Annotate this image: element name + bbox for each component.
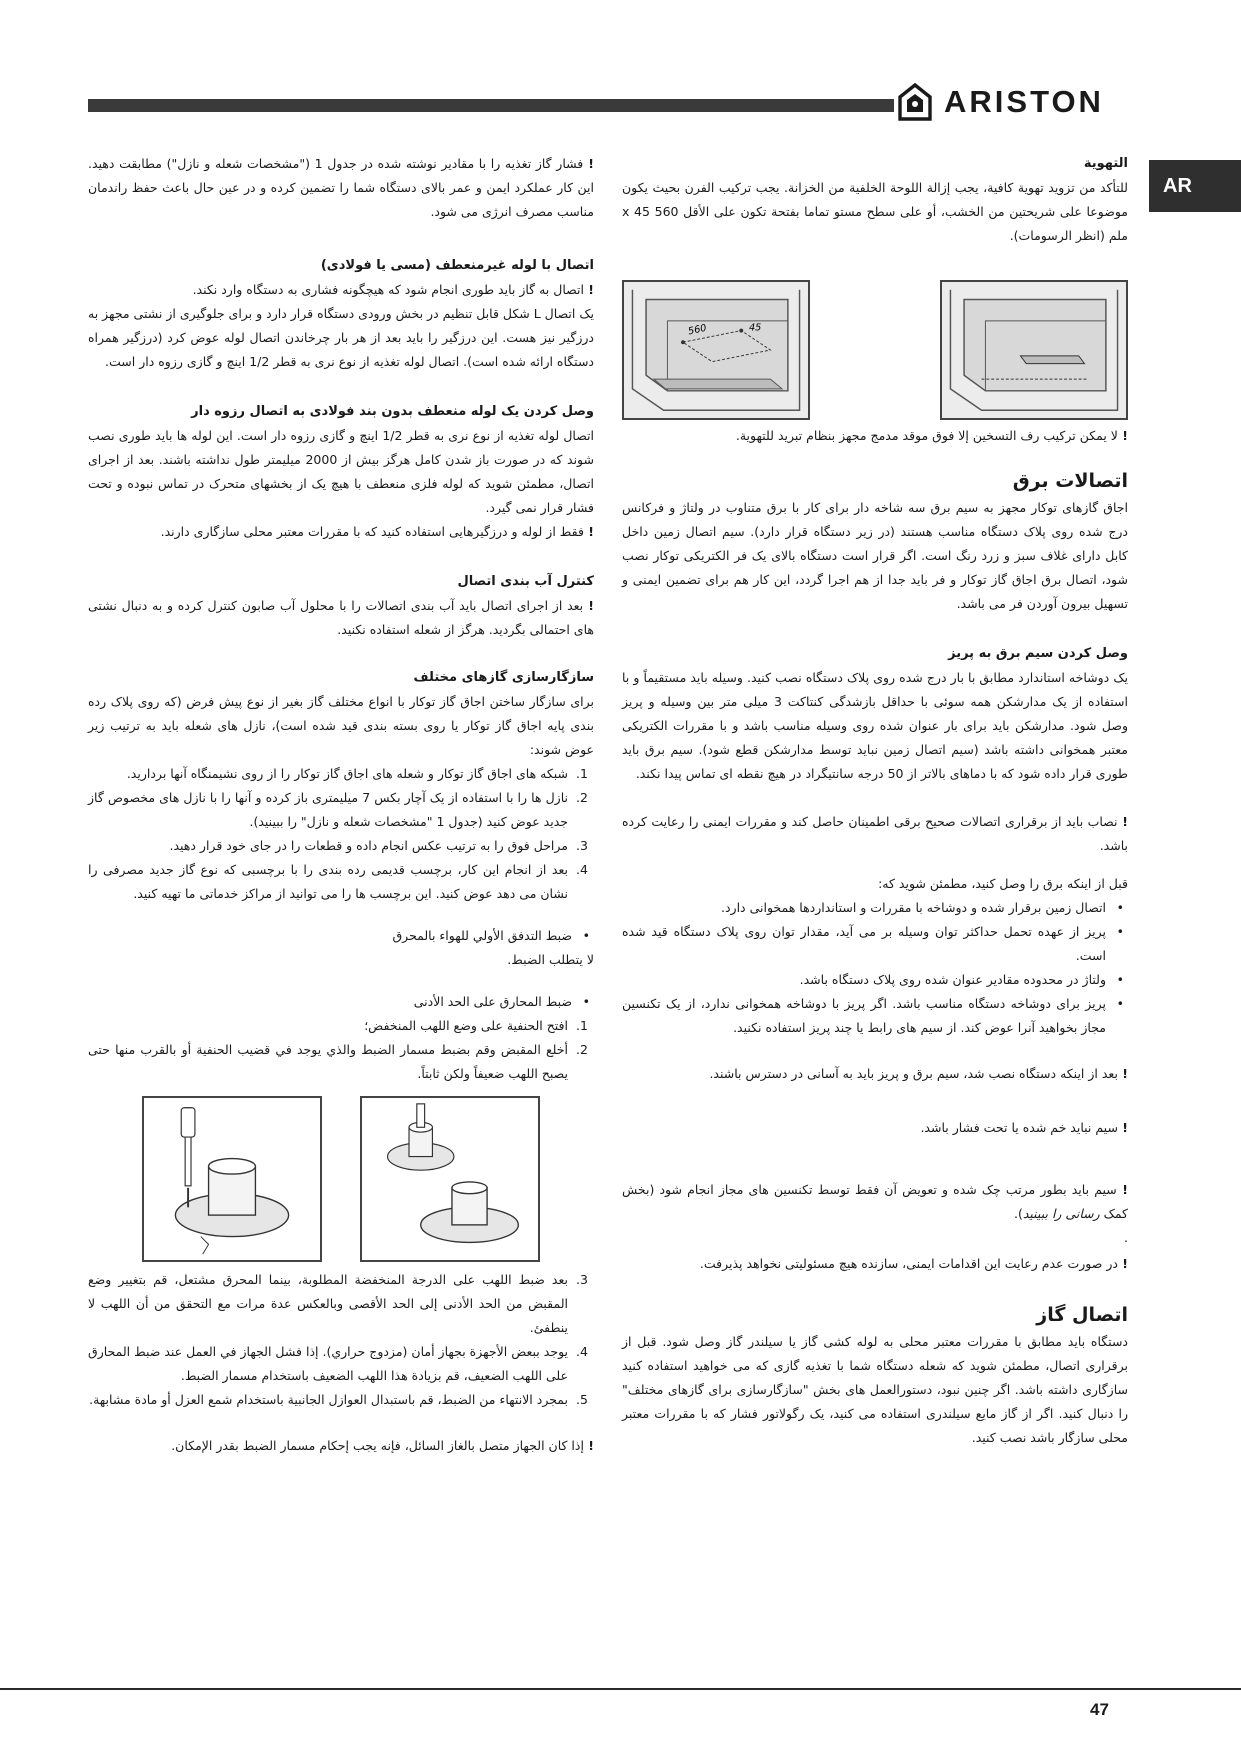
gas-heading: اتصال گاز [1036, 1304, 1128, 1326]
list-item: 4. يوجد ببعض الأجهزة بجهاز أمان (مزدوج حراري). إذا فشل الجهاز في العمل عند ضبط المحارق على اللهب الضعيف، قم بزيادة هذا اللهب الضعيف باستخدام مسمار الضبط. [88, 1340, 572, 1388]
list-item: • پریز از عهده تحمل حداکثر توان وسیله بر می آید، مقدار توان روی پلاک دستگاه قید شده است. [622, 920, 1106, 968]
flex-pipe-text: اتصال لوله تغذیه از نوع نری به قطر 1/2 اینچ و گازی رزوه دار است. این لوله ها باید طوری نصب شوند که در صورت باز شدن کامل هرگز بیش از 2000 میلیمتر طول نداشته باشند. بعد از اجرای اتصال، مطمئن شوید که لوله فلزی منعطف با هیچ یک از بخشهای متحرک در تماس نبوده و تحت فشار قرار نمی گیرد. [88, 428, 594, 515]
bend-warning: ! سیم نباید خم شده یا تحت فشار باشد. [622, 1116, 1128, 1140]
list-item: 4. بعد از انجام این کار، برچسب قدیمی رده بندی را با برچسبی که نوع گاز جدید مصرفی را نشان می دهد عوض کنید. این برچسب ها را می توانید از مراکز خدماتی ما تهیه کنید. [88, 858, 572, 906]
list-item: 3. بعد ضبط اللهب على الدرجة المنخفضة المطلوبة، بينما المحرق مشتعل، قم بتغيير وضع المقبض من الحد الأدنى إلى الحد الأقصى وبالعكس عدة مرات مع التحقق من أن اللهب لا ينطفئ. [88, 1268, 572, 1340]
primary-air-text: لا يتطلب الضبط. [507, 952, 594, 967]
list-item: 2. نازل ها را با استفاده از یک آچار بکس 7 میلیمتری باز کرده و آنها را با نازل های مخصوص گاز جدید عوض کنید (جدول 1 "مشخصات شعله و نازل" را ببینید). [88, 786, 572, 834]
electrical-checklist [622, 896, 1128, 1040]
rigid-pipe-heading: اتصال با لوله غیرمنعطف (مسی یا فولادی) [320, 258, 594, 273]
gas-text: دستگاه باید مطابق با مقررات معتبر محلی به لوله کشی گاز یا سیلندر گاز وصل شود. قبل از برقراری اتصال، مطمئن شوید که شعله دستگاه شما با تغذیه گازی که می خواهید استفاده کنید سازگاری داشته باشد. اگر چنین نبود، دستورالعمل های بخش "سازگارسازی برای گازهای مختلف" را دنبال کنید. اگر از گاز مایع سیلندری استفاده می کنید، یک رگولاتور فشار که با مقررات معتبر محلی سازگار باشد نصب کنید. [622, 1334, 1128, 1445]
min-adjust-heading: • ضبط المحارق على الحد الأدنى [88, 990, 572, 1014]
list-item: • پریز برای دوشاخه دستگاه مناسب باشد. اگر پریز با دوشاخه همخوانی ندارد، از یک تکنسین مجاز بخواهید آنرا عوض کند. از سیم های رابط یا چند پریز استفاده نکنید. [622, 992, 1106, 1040]
leak-check-warning: ! بعد از اجرای اتصال باید آب بندی اتصالات را با محلول آب صابون کنترل کرده و به دنبال نشتی های احتمالی بگردید. هرگز از شعله استفاده نکنید. [88, 594, 594, 642]
min-adjust-list [88, 990, 594, 1014]
cabinet-figure-open [622, 280, 810, 420]
before-connect-text: قبل از اینکه برق را وصل کنید، مطمئن شوید که: [878, 876, 1128, 891]
access-warning: ! بعد از اینکه دستگاه نصب شد، سیم برق و پریز باید به آسانی در دسترس باشند. [622, 1062, 1128, 1086]
ventilation-text: للتأكد من تزويد تهوية كافية، يجب إزالة اللوحة الخلفية من الخزانة. يجب تركيب الفرن بحيث يكون موضوعا على شريحتين من الخشب، أو على سطح مستو تماما بفتحة تكون على الأقل 560 x 45 ملم (انظر الرسومات). [622, 180, 1128, 243]
figure-warning: ! لا يمكن تركيب رف التسخين إلا فوق موقد مدمج مجهز بنظام تبريد للتهوية. [622, 424, 1128, 448]
left-column [88, 152, 594, 1458]
cabinet-figure-closed [940, 280, 1128, 420]
list-item: 1. شبکه های اجاق گاز توکار و شعله های اجاق گاز توکار را از روی نشیمنگاه آنها بردارید. [88, 762, 572, 786]
liability-warning: ! در صورت عدم رعایت این اقدامات ایمنی، سازنده هیچ مسئولیتی نخواهد پذیرفت. [622, 1252, 1128, 1276]
electrical-text: اجاق گازهای توکار مجهز به سیم برق سه شاخه دار برای کار با برق متناوب در ولتاژ و فرکانس درج شده روی پلاک دستگاه مناسب هستند (در زیر دستگاه قرار دارد). سیم اتصال زمین داخل کابل دارای غلاف سبز و زرد رنگ است. اگر قرار است دستگاه بالای یک فر الکتریکی توکار نصب شود، اتصال برق اجاق گاز توکار و فر باید جدا از هم اجرا گردد، این کار هم برای تضمین ایمنی و تسهیل بیرون آوردن فر می باشد. [622, 500, 1128, 611]
min-adjust-steps-cont [88, 1268, 594, 1412]
brand-name: ARISTON [944, 84, 1104, 119]
plug-text: یک دوشاخه استاندارد مطابق با بار درج شده روی پلاک دستگاه نصب کنید. وسیله باید مستقیماً و با استفاده از یک مدارشکن همه سوئی با حداقل بازشدگی کنتاکت 3 میلی متر بین وسیله و پریز وصل شود. مدارشکن باید برای بار عنوان شده روی وسیله مناسب باشد و با مقررات الکتریکی معتبر همخوانی داشته باشد (سیم اتصال زمین نباید توسط مدارشکن قطع شود). سیم برق باید طوری قرار داده شود که با دماهای بالاتر از 50 درجه سانتیگراد در هیچ نقطه ای تماس پیدا نکند. [622, 670, 1128, 781]
liquid-gas-warning: ! إذا كان الجهاز متصل بالغاز السائل، فإنه يجب إحكام مسمار الضبط بقدر الإمكان. [88, 1434, 594, 1458]
burner-figures [88, 1096, 594, 1262]
list-item: 5. بمجرد الانتهاء من الضبط، قم باستبدال العوازل الجانبية باستخدام شمع العزل أو مادة مشابهة. [88, 1388, 572, 1412]
rigid-pipe-text: یک اتصال L شکل قابل تنظیم در بخش ورودی دستگاه قرار دارد و برای جلوگیری از نشتی مجهز به درزگیر نیز هست. این درزگیر را باید بعد از هر بار چرخاندن اتصال لوله عوض کرد (درزگیر همراه دستگاه ارائه شده است). اتصال لوله تغذیه از نوع نری به قطر 1/2 اینچ و گازی رزوه دار است. [88, 306, 595, 369]
flex-pipe-warning: ! فقط از لوله و درزگیرهایی استفاده کنید که با مقررات معتبر محلی سازگاری دارند. [88, 520, 594, 544]
burner-figure-screwdriver [142, 1096, 322, 1262]
check-warning: ! سیم باید بطور مرتب چک شده و تعویض آن فقط توسط تکنسین های مجاز انجام شود (بخش کمک رسانی را ببینید). [622, 1178, 1128, 1226]
house-logo-icon [898, 83, 932, 121]
plug-heading: وصل کردن سیم برق به پریز [948, 646, 1128, 661]
leak-check-heading: کنترل آب بندی اتصال [457, 574, 594, 589]
ventilation-figures [622, 280, 1128, 420]
header-rule [88, 99, 894, 112]
rigid-pipe-warning: ! اتصال به گاز باید طوری انجام شود که هیچگونه فشاری به دستگاه وارد نکند. [88, 278, 594, 302]
gas-adapt-steps [88, 762, 594, 906]
primary-air-list [88, 924, 594, 948]
dimension-45: 45 [749, 322, 762, 334]
min-adjust-steps [88, 1014, 594, 1086]
list-item: • ولتاژ در محدوده مقادیر عنوان شده روی پلاک دستگاه باشد. [622, 968, 1106, 992]
primary-air-heading: • ضبط التدفق الأولي للهواء بالمحرق [88, 924, 572, 948]
ventilation-heading: التهوية [1083, 156, 1128, 171]
list-item: • اتصال زمین برقرار شده و دوشاخه با مقررات و استانداردها همخوانی دارد. [622, 896, 1106, 920]
gas-adapt-heading: سازگارسازی گازهای مختلف [413, 670, 594, 685]
right-column [622, 152, 1128, 1450]
footer-rule [0, 1688, 1241, 1690]
pressure-warning: ! فشار گاز تغذیه را با مقادیر نوشته شده در جدول 1 ("مشخصات شعله و نازل") مطابقت دهید. این کار عملکرد ایمن و عمر بالای دستگاه شما را تضمین کرده و در عین حال باعث حفظ راندمان مناسب مصرف انرژی می شود. [88, 152, 594, 224]
page-number: 47 [1090, 1700, 1109, 1719]
list-item: 1. افتح الحنفية على وضع اللهب المنخفض؛ [88, 1014, 572, 1038]
stray-dot: . [1124, 1230, 1128, 1245]
list-item: 2. أخلع المقبض وقم بضبط مسمار الضبط والذي يوجد في قضيب الحنفية أو بالقرب منها حتى يصبح اللهب ضعيفاً ولكن ثابتاً. [88, 1038, 572, 1086]
flex-pipe-heading: وصل کردن یک لوله منعطف بدون بند فولادی به اتصال رزوه دار [191, 404, 594, 419]
burner-figure-knob [360, 1096, 540, 1262]
electrical-heading: اتصالات برق [1012, 470, 1128, 492]
dimension-560: 560 [687, 322, 708, 338]
gas-adapt-text: برای سازگار ساختن اجاق گاز توکار با انواع مختلف گاز بغیر از نوع پیش فرض (که روی پلاک رده بندی پایه اجاق گاز توکار یا روی بسته بندی قید شده است)، نازل های شعله باید به ترتیب زیر عوض شوند: [88, 694, 594, 757]
installer-warning: ! نصاب باید از برقراری اتصالات صحیح برقی اطمینان حاصل کند و مقررات ایمنی را رعایت کرده باشد. [622, 810, 1128, 858]
language-tab: AR [1149, 160, 1241, 212]
list-item: 3. مراحل فوق را به ترتیب عکس انجام داده و قطعات را در جای خود قرار دهید. [88, 834, 572, 858]
brand-logo [898, 82, 1134, 122]
